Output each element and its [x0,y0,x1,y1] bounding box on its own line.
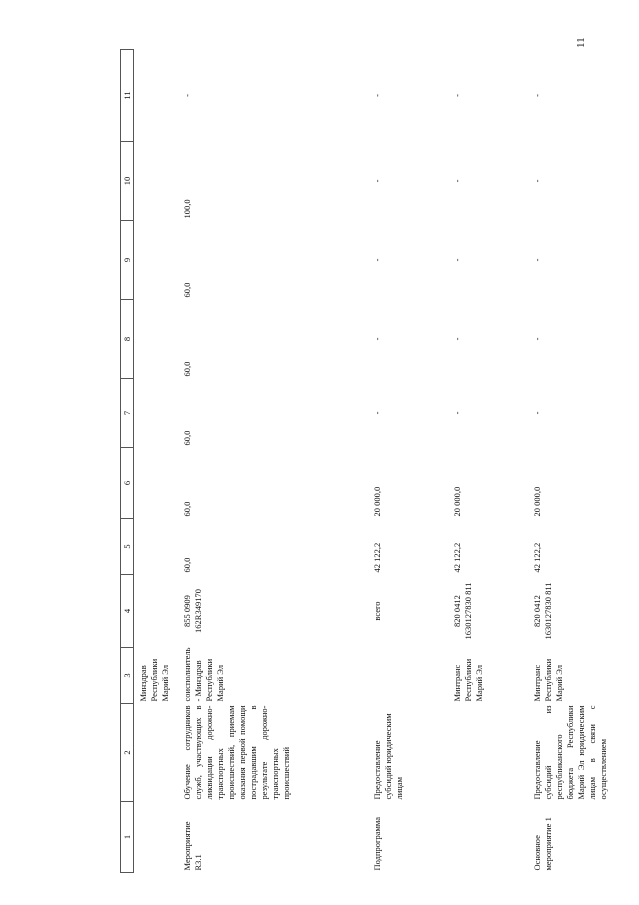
header-col-9: 9 [121,221,134,300]
table-row [368,50,448,873]
cell-val-6: 20 000,0 [372,486,382,517]
cell-val-9: - [452,258,462,262]
cell-val-10: 100,0 [182,199,192,219]
cell-measure: Мероприятие R3.1 [182,821,203,871]
cell-val-5: 42 122,2 [452,542,462,573]
header-col-5: 5 [121,519,134,575]
cell-val-11: - [532,94,542,97]
table-row [528,50,639,873]
cell-val-11: - [452,94,462,97]
cell-measure: Основное мероприятие 1 [532,817,553,871]
header-col-4: 4 [121,575,134,648]
cell-val-5: 42 122,2 [532,542,542,573]
cell-name: Обучение сотрудников служб, участвующих в ликвидации дорожно-транспортных происшествий, приемам оказания первой помощи пострадавшим в результате дорожно-транспортных происшествий [182,705,291,800]
cell-measure [448,802,528,873]
cell-val-7 [134,379,179,448]
cell-val-5: 60,0 [182,557,192,573]
cell-val-10: - [532,179,542,183]
cell-val-7: - [452,411,462,415]
header-row [121,50,134,873]
cell-val-6: 20 000,0 [452,486,462,517]
header-col-11: 11 [121,50,134,142]
cell-val-11 [134,50,179,142]
cell-val-6 [134,448,179,519]
cell-code: 820 0412 1630127830 811 [532,582,553,640]
cell-val-7: 60,0 [182,430,192,446]
cell-val-9: - [532,258,542,262]
cell-val-11: - [182,94,192,97]
header-col-8: 8 [121,300,134,379]
program-table [120,49,639,873]
cell-val-7: - [532,411,542,415]
cell-code: всего [372,601,382,621]
cell-val-8: - [372,337,382,341]
cell-val-11: - [372,94,382,97]
header-col-1: 1 [121,802,134,873]
cell-val-8: - [532,337,542,341]
cell-executor: Минздрав Республики Марий Эл [138,658,170,702]
cell-name: Предоставление субсидий из республиканского бюджета Республики Марий Эл юридическим лицам в связи с осуществлением [532,705,608,800]
cell-val-6: 20 000,0 [532,486,542,517]
header-col-6: 6 [121,448,134,519]
cell-name [448,704,528,802]
cell-val-9: 60,0 [182,282,192,298]
cell-val-5: 42 122,2 [372,542,382,573]
cell-measure: Подпрограмма [372,817,382,871]
cell-val-7: - [372,411,382,415]
cell-val-10: - [372,179,382,183]
cell-name [134,704,179,802]
table-row [178,50,368,873]
header-col-2: 2 [121,704,134,802]
table-row [448,50,528,873]
header-col-3: 3 [121,648,134,704]
cell-code [134,575,179,648]
cell-code: 855 0909 162R349170 [182,589,203,633]
cell-val-5 [134,519,179,575]
cell-executor: Минтранс Республики Марий Эл [532,658,564,702]
cell-name: Предоставление субсидий юридическим лицам [372,713,404,800]
cell-executor: Минтранс Республики Марий Эл [452,658,484,702]
cell-val-10: - [452,179,462,183]
cell-val-8 [134,300,179,379]
cell-executor: соисполнитель - Минздрав Республики Марий Эл [182,647,225,702]
cell-val-10 [134,142,179,221]
cell-val-9 [134,221,179,300]
cell-val-9: - [372,258,382,262]
cell-val-8: 60,0 [182,361,192,377]
header-col-7: 7 [121,379,134,448]
cell-val-6: 60,0 [182,501,192,517]
page-number: 11 [575,37,587,48]
cell-measure [134,802,179,873]
header-col-10: 10 [121,142,134,221]
cell-executor [368,648,448,704]
cell-code: 820 0412 1630127830 811 [452,582,473,640]
cell-val-8: - [452,337,462,341]
rotated-table-container [120,61,608,873]
table-row [134,50,179,873]
